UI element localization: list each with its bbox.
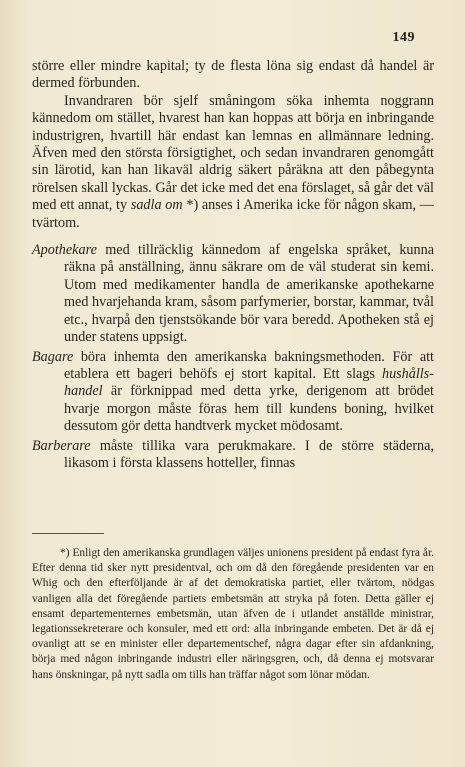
entry-text: böra inhemta den amerikanska bakningsmethoden. För att etablera ett bageri behöfs ej stort kapital. Ett slags <box>64 348 434 382</box>
entry-term: Bagare <box>32 348 74 365</box>
paragraph-continuation: större eller mindre kapital; ty de flesta löna sig endast då handel är dermed förbunden. <box>32 58 434 92</box>
entry-barberare <box>32 438 434 473</box>
paragraph-text-end: *) anses i Amerika icke för någon skam, — tvärtom. <box>32 197 434 231</box>
entry-text: med tillräcklig kännedom af engelska språket, kunna räkna på anställning, ännu säkrare om de väl studerat sin kemi. Utom med medikamenter handla de amerikanske apothekarne med hvarjehanda kram, såsom parfymerier, borstar, kammar, tvål etc., hvarpå den tjenstsökande bör vara beredd. Apotheken stå ej under statens uppsigt. <box>64 242 434 346</box>
footnote-text: *) Enligt den amerikanska grundlagen väljes unionens president på endast fyra år. Efter denna tid sker nytt presidentval, och om då den föregående presidenten var en Whig och den efterföljande är af det demokratiska partiet, eller tvärtom, nödgas vanligen alla det föregående partiets embetsmän att stryka på foten. Detta gäller ej ensamt departementernes embetsmän, utan äfven de i utlandet anställde ministrar, legationssekreterare och konsuler, med ett ord: alla inbringande embeten. Det är då ej ovanligt att se en minister eller departementschef, några dagar efter sin afdankning, börja med någon inbringande industri eller näringsgren, och, då denna ej motsvarar hans önskningar, på nytt sadla om tills han träffar något som lönar mödan. <box>32 547 434 681</box>
emphasis-hushalls-handel: hushålls-handel <box>64 365 434 400</box>
entry-text: måste tillika vara perukmakare. I de större städerna, likasom i första klassens hotteller, finnas <box>64 437 434 471</box>
main-text <box>32 58 434 472</box>
footnote-divider <box>32 533 104 534</box>
footnote <box>32 546 434 683</box>
entry-term: Apothekare <box>32 242 97 259</box>
paragraph-text: Invandraren bör sjelf småningom söka inhemta noggrann kännedom om stället, hvarest han kan hoppas att börja en inbringande industrigren, hvartill här endast kan lemnas en allmännare ledning. Äfven med den största försigtighet, och sedan invandraren genomgått sin lärotid, kan han likaväl aldrig säkert påräkna att den påbegynta rörelsen skall lyckas. Går det icke med det ena förslaget, så går det väl med ett annat, ty <box>32 92 434 214</box>
page-number: 149 <box>392 30 415 45</box>
entry-apothekare <box>32 242 434 346</box>
entry-text-end: är förknippad med detta yrke, derigenom att brödet hvarje morgon måste föras hem till kundens boning, hvilket dessutom gör detta handtverk mycket mödosamt. <box>64 383 434 435</box>
emphasis-sadla-om: sadla om <box>130 197 183 214</box>
paragraph-immigrant <box>32 93 434 232</box>
entry-bagare <box>32 349 434 436</box>
entry-term: Barberare <box>32 437 91 454</box>
